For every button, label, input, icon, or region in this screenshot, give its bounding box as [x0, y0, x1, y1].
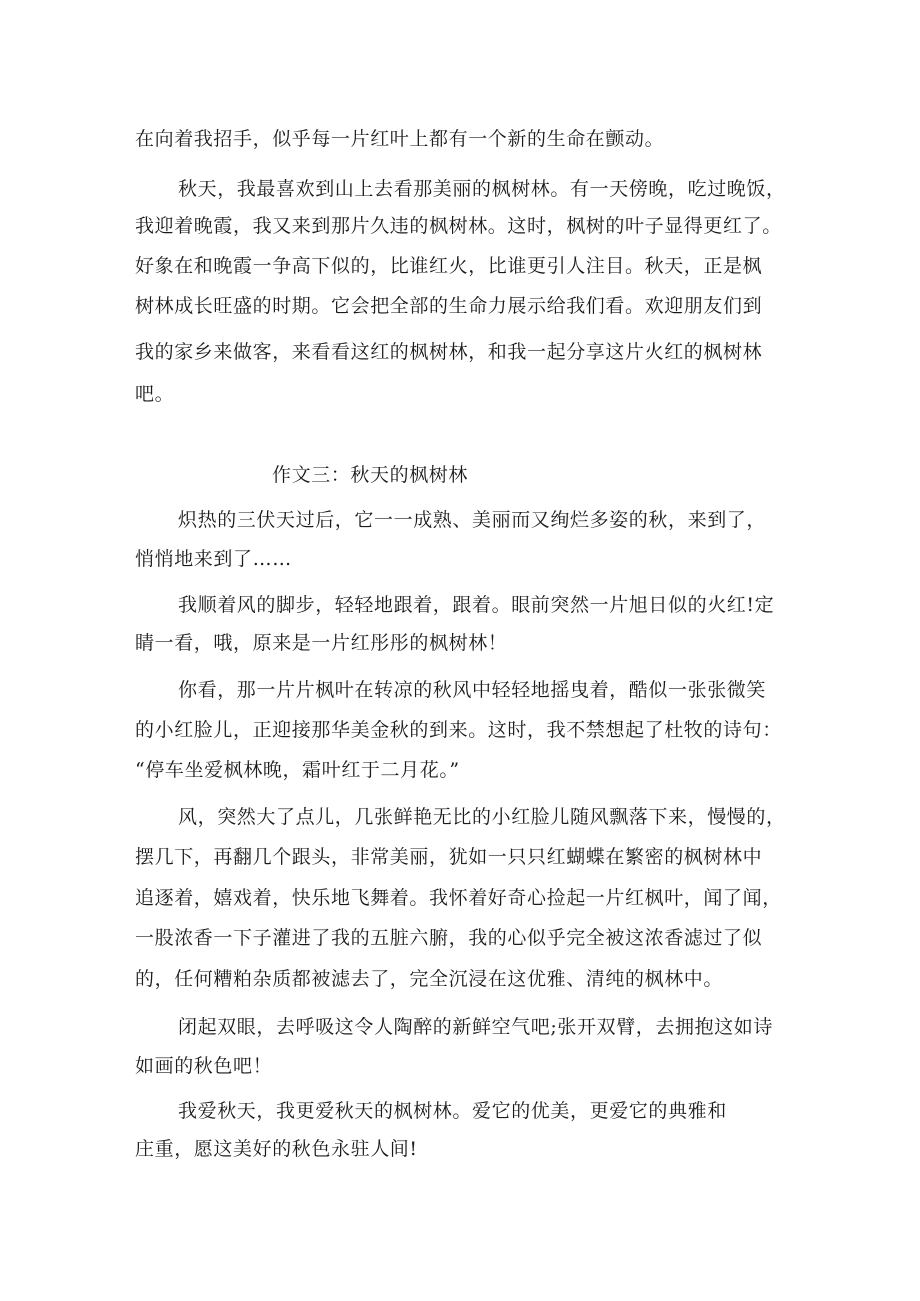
essay-3-p3-line-1: 你看，那一片片枫叶在转凉的秋风中轻轻地摇曳着，酷似一张张微笑: [178, 679, 767, 701]
essay-3-p5-line-2: 如画的秋色吧！: [135, 1055, 273, 1077]
essay-3-p6-line-2: 庄重，愿这美好的秋色永驻人间!: [135, 1138, 418, 1160]
paragraph-1-line-6: 吧。: [135, 383, 175, 405]
essay-3-p3-line-2: 的小红脸儿，正迎接那华美金秋的到来。这时，我不禁想起了杜牧的诗句：: [135, 719, 782, 741]
essay-3-p6-line-1: 我爱秋天，我更爱秋天的枫树林。爱它的优美，更爱它的典雅和: [178, 1100, 727, 1122]
essay-3-p5-line-1: 闭起双眼，去呼吸这令人陶醉的新鲜空气吧;张开双臂，去拥抱这如诗: [178, 1016, 774, 1038]
essay-3-p2-line-2: 睛一看，哦，原来是一片红彤彤的枫树林！: [135, 632, 508, 654]
paragraph-1-line-2: 我迎着晚霞，我又来到那片久违的枫树林。这时，枫树的叶子显得更红了。: [135, 215, 782, 237]
essay-3-p1-line-2: 悄悄地来到了……: [135, 548, 292, 570]
essay-3-p4-line-2: 摆几下，再翻几个跟头，非常美丽，犹如一只只红蝴蝶在繁密的枫树林中: [135, 846, 763, 868]
essay-3-p2-line-1: 我顺着风的脚步，轻轻地跟着，跟着。眼前突然一片旭日似的火红!定: [178, 594, 775, 616]
essay-3-p4-line-5: 的，任何糟粕杂质都被滤去了，完全沉浸在这优雅、清纯的枫林中。: [135, 968, 724, 990]
intro-line-1: 在向着我招手，似乎每一片红叶上都有一个新的生命在颤动。: [135, 128, 665, 150]
paragraph-1-line-1: 秋天，我最喜欢到山上去看那美丽的枫树林。有一天傍晚，吃过晚饭，: [178, 178, 786, 200]
essay-3-p3-line-3: “停车坐爱枫林晚，霜叶红于二月花。”: [135, 759, 460, 781]
essay-3-p4-line-4: 一股浓香一下子灌进了我的五脏六腑，我的心似乎完全被这浓香滤过了似: [135, 927, 763, 949]
essay-3-title: 作文三：秋天的枫树林: [272, 464, 469, 486]
paragraph-1-line-4: 树林成长旺盛的时期。它会把全部的生命力展示给我们看。欢迎朋友们到: [135, 295, 763, 317]
essay-3-p4-line-1: 风，突然大了点儿，几张鲜艳无比的小红脸儿随风飘落下来，慢慢的，: [178, 806, 786, 828]
paragraph-1-line-3: 好象在和晚霞一争高下似的，比谁红火，比谁更引人注目。秋天，正是枫: [135, 255, 763, 277]
essay-3-p4-line-3: 追逐着，嬉戏着，快乐地飞舞着。我怀着好奇心捡起一片红枫叶，闻了闻，: [135, 887, 782, 909]
essay-3-p1-line-1: 炽热的三伏天过后，它一一成熟、美丽而又绚烂多姿的秋，来到了，: [178, 509, 767, 531]
paragraph-1-line-5: 我的家乡来做客，来看看这红的枫树林，和我一起分享这片火红的枫树林: [135, 341, 763, 363]
